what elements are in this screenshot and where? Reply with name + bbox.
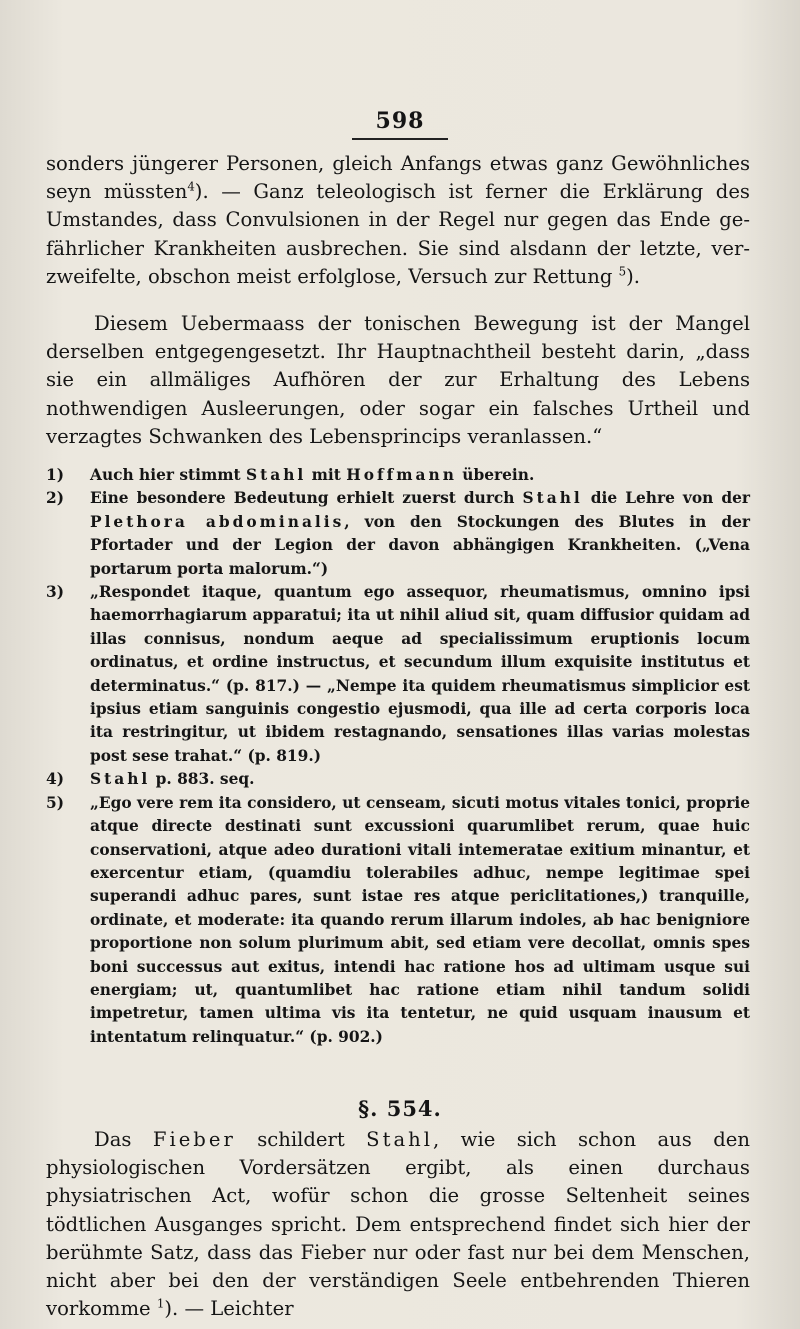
footnote-2: 2) Eine besondere Bedeutung erhielt zuerst durch Stahl die Lehre von der Plethora abdominalis, von den Stockungen des Blutes in der Pfortader und der Legion der davon abhängigen Krankheiten. („Vena portarum porta malorum.“) (46, 489, 750, 578)
footnote-ref: 1 (156, 1296, 165, 1311)
footnote-3: 3) „Respondet itaque, quantum ego assequor, rheumatismus, omnino ipsi haemorrhagiarum apparatui; ita ut nihil aliud sit, quam diffusior quidam ad illas connisus, nondum aeque ad specialissimum eruptionis locum ordinatus, et ordine instructus, et secundum illum exquisite institutus et determinatus.“ (p. 817.) — „Nempe ita quidem rheumatismus simplicior est ipsius etiam sanguinis congestio ejusmodi, qua ille ad certa corporis loca ita restringitur, ut ibidem restagnando, sensationes illas varias molestas post sese trahat.“ (p. 819.) (46, 583, 750, 765)
main-text-para2 (46, 310, 750, 451)
section-text (46, 1126, 750, 1323)
footnote-4: 4) Stahl p. 883. seq. (46, 770, 255, 789)
section-heading: §. 554. (358, 1096, 442, 1121)
footnote-ref: 4 (187, 179, 195, 194)
header-rule (352, 138, 448, 140)
footnote-ref: 5 (618, 264, 627, 279)
footnote-5: 5) „Ego vere rem ita considero, ut censeam, sicuti motus vitales tonici, proprie atque directe destinati sunt excussioni quarumlibet rerum, quae huic conservationi, atque adeo durationi vitali intemeratae exitium minantur, et exercentur etiam, (quamdiu tolerabiles adhuc, nempe legitimae spei superandi adhuc pares, sunt istae res atque periclitationes,) tranquille, ordinate, et moderate: ita quando rerum illarum indoles, ab hac benigniore proportione non solum plurimum abit, sed etiam vere decollat, omnis spes boni successus aut exitus, intendi hac ratione hos ad ultimam usque sui energiam; ut, quantumlibet hac ratione etiam nihil tandum solidi impetretur, tamen ultima vis ita tentetur, ne quid usquam inausum et intentatum relinquatur.“ (p. 902.) (46, 793, 750, 1046)
main-text-top (46, 150, 750, 291)
footnotes (46, 464, 750, 1049)
paragraph-1: sonders jüngerer Personen, gleich Anfangs etwas ganz Gewöhnliches seyn müssten$^4$). — Ganz teleologisch ist ferner die Erklärung des Umstandes, dass Convulsionen in der Regel nur gegen das Ende ge- fährlicher Krankheiten ausbrechen. Sie sind alsdann der letzte, ver- zweifelte, obschon meist erfolglose, Versuch zur Rettung $^5$). (46, 152, 750, 288)
paragraph-3: Das Fieber schildert Stahl, wie sich schon aus den physiologischen Vordersätzen ergibt, als einen durchaus physiatrischen Act, wofür schon die grosse Seltenheit seines tödtlichen Ausganges spricht. Dem entsprechend findet sich hier der berühmte Satz, dass das Fieber nur oder fast nur bei dem Menschen, nicht aber bei den der verständigen Seele entbehrenden Thieren vorkomme $^1$). — Leichter (46, 1128, 750, 1321)
page-number: 598 (375, 108, 425, 134)
paragraph-2: Diesem Uebermaass der tonischen Bewegung ist der Mangel derselben entgegengesetzt. Ihr Hauptnachtheil besteht darin, „dass sie ein allmäliges Aufhören der zur Erhaltung des Lebens nothwendigen Ausleerungen, oder sogar ein falsches Urtheil und verzagtes Schwanken des Lebensprincips veranlassen.“ (46, 312, 750, 448)
footnote-1: 1) Auch hier stimmt Stahl mit Hoffmann überein. (46, 466, 535, 484)
